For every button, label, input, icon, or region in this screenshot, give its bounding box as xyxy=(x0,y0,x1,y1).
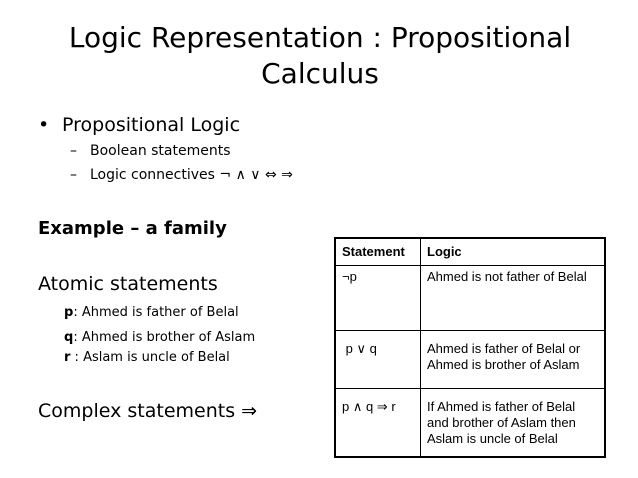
table-row xyxy=(335,266,605,331)
sub-bullet-logic-connectives xyxy=(70,167,293,183)
statement-text: : Ahmed is brother of Aslam xyxy=(73,330,256,345)
title-line-2: Calculus xyxy=(261,57,379,90)
sub-bullet-label: Logic connectives ¬ ∧ ∨ ⇔ ⇒ xyxy=(90,167,293,183)
statement-variable: q xyxy=(64,330,74,345)
statement-variable: p xyxy=(64,305,74,320)
cell-logic: Ahmed is father of Belal or Ahmed is brother of Aslam xyxy=(421,331,606,389)
sub-bullet-label: Boolean statements xyxy=(90,143,231,159)
dash-marker: – xyxy=(70,167,77,183)
sub-bullet-boolean-statements xyxy=(70,143,231,159)
title-line-1: Logic Representation : Propositional xyxy=(68,21,572,54)
complex-statements-heading: Complex statements ⇒ xyxy=(38,400,258,422)
header-logic: Logic xyxy=(421,238,606,266)
bullet-marker: • xyxy=(38,114,50,136)
bullet-propositional-logic xyxy=(38,114,240,136)
logic-table xyxy=(334,237,606,458)
statement-text: : Ahmed is father of Belal xyxy=(73,305,239,320)
cell-statement: p ∨ q xyxy=(335,331,421,389)
cell-logic: If Ahmed is father of Belal and brother of Aslam then Aslam is uncle of Belal xyxy=(421,389,606,458)
cell-statement: p ∧ q ⇒ r xyxy=(335,389,421,458)
table-header-row xyxy=(335,238,605,266)
cell-logic: Ahmed is not father of Belal xyxy=(421,266,606,331)
cell-statement: ¬p xyxy=(335,266,421,331)
atomic-statement-p xyxy=(64,305,239,320)
example-heading: Example – a family xyxy=(38,218,227,239)
bullet-label: Propositional Logic xyxy=(62,114,241,136)
header-statement: Statement xyxy=(335,238,421,266)
statement-text: : Aslam is uncle of Belal xyxy=(70,350,230,365)
table-row xyxy=(335,331,605,389)
atomic-statement-r xyxy=(64,350,230,365)
table-row xyxy=(335,389,605,458)
statement-variable: r xyxy=(64,350,71,365)
slide-title xyxy=(40,20,600,92)
atomic-statement-q xyxy=(64,330,255,345)
dash-marker: – xyxy=(70,143,77,159)
atomic-statements-heading: Atomic statements xyxy=(38,273,218,295)
